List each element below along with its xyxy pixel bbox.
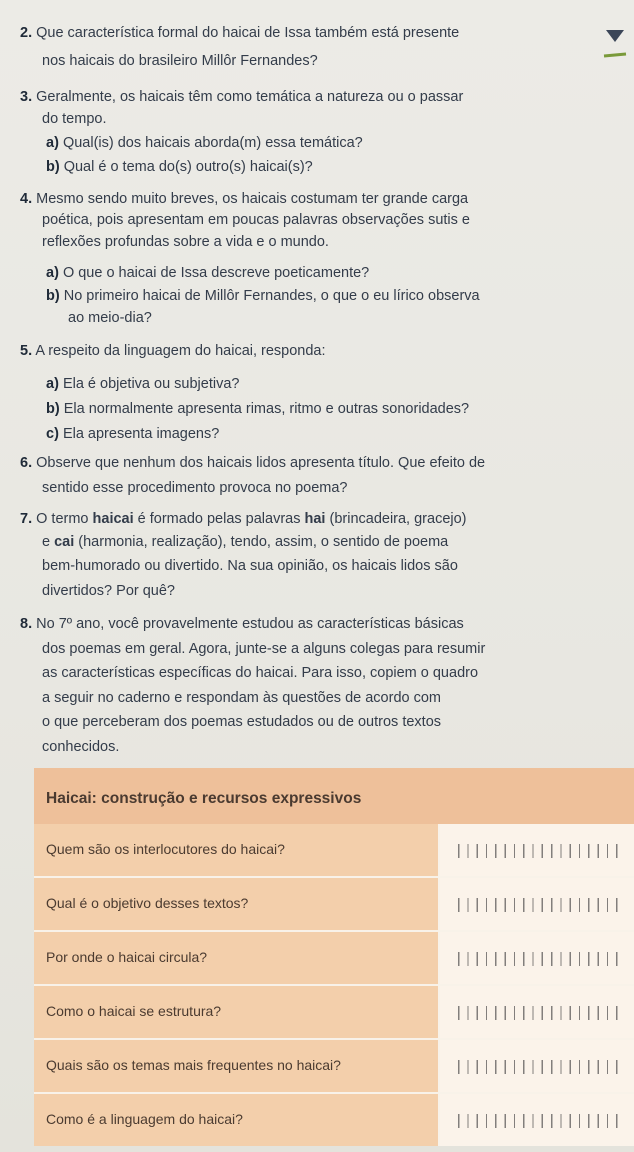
question-6-line-1: 6. Observe que nenhum dos haicais lidos apresenta título. Que efeito de: [20, 455, 486, 471]
question-8-line-4: a seguir no caderno e respondam às questões de acordo com: [42, 690, 441, 706]
question-7-line-2: e cai (harmonia, realização), tendo, assim, o sentido de poema: [42, 534, 449, 550]
table-row-question: Quais são os temas mais frequentes no haicai?: [46, 1057, 341, 1073]
table-row-question: Como é a linguagem do haicai?: [46, 1111, 243, 1127]
haicai-table: [34, 768, 634, 1140]
table-row: [34, 986, 634, 1040]
question-4-line-1: 4. Mesmo sendo muito breves, os haicais costumam ter grande carga: [20, 191, 469, 207]
question-2-line-1: 2. Que característica formal do haicai de Issa também está presente: [20, 25, 460, 41]
table-row: [34, 1094, 634, 1146]
table-answer-cell: [438, 1040, 634, 1092]
table-row-question: Por onde o haicai circula?: [46, 949, 208, 965]
hatch-pattern: [450, 1006, 620, 1020]
table-answer-cell: [438, 878, 634, 930]
question-4-line-3: reflexões profundas sobre a vida e o mundo.: [42, 234, 329, 250]
table-answer-cell: [438, 1094, 634, 1146]
hatch-pattern: [450, 898, 620, 912]
question-8-line-3: as características específicas do haicai. Para isso, copiem o quadro: [42, 665, 479, 681]
question-4-line-2: poética, pois apresentam em poucas palavras observações sutis e: [42, 212, 470, 228]
table-row: [34, 824, 634, 878]
table-title: Haicai: construção e recursos expressivos: [46, 790, 362, 807]
hatch-pattern: [450, 952, 620, 966]
question-4b-line-2: ao meio-dia?: [68, 310, 152, 326]
question-5: 5. A respeito da linguagem do haicai, responda:: [20, 343, 326, 359]
table-row: [34, 1040, 634, 1094]
question-3b: b) Qual é o tema do(s) outro(s) haicai(s)?: [46, 159, 313, 175]
question-7-line-3: bem-humorado ou divertido. Na sua opinião, os haicais lidos são: [42, 558, 458, 574]
table-row-question: Como o haicai se estrutura?: [46, 1003, 222, 1019]
question-8-line-1: 8. No 7º ano, você provavelmente estudou as características básicas: [20, 616, 464, 632]
table-answer-cell: [438, 986, 634, 1038]
hatch-pattern: [450, 844, 620, 858]
question-4b-line-1: b) No primeiro haicai de Millôr Fernandes, o que o eu lírico observa: [46, 288, 480, 304]
table-row: [34, 932, 634, 986]
question-3a: a) Qual(is) dos haicais aborda(m) essa temática?: [46, 135, 363, 151]
question-5c: c) Ela apresenta imagens?: [46, 426, 220, 442]
question-3-line-1: 3. Geralmente, os haicais têm como temática a natureza ou o passar: [20, 89, 464, 105]
question-3-line-2: do tempo.: [42, 111, 107, 127]
question-8-line-2: dos poemas em geral. Agora, junte-se a alguns colegas para resumir: [42, 641, 486, 657]
table-row-question: Quem são os interlocutores do haicai?: [46, 841, 285, 857]
question-4a: a) O que o haicai de Issa descreve poeticamente?: [46, 265, 370, 281]
table-answer-cell: [438, 932, 634, 984]
question-8-line-5: o que perceberam dos poemas estudados ou de outros textos: [42, 714, 442, 730]
table-answer-cell: [438, 824, 634, 876]
question-7-line-4: divertidos? Por quê?: [42, 583, 175, 599]
table-row: [34, 878, 634, 932]
question-6-line-2: sentido esse procedimento provoca no poema?: [42, 480, 348, 496]
question-5b: b) Ela normalmente apresenta rimas, ritmo e outras sonoridades?: [46, 401, 470, 417]
question-5a: a) Ela é objetiva ou subjetiva?: [46, 376, 240, 392]
question-8-line-6: conhecidos.: [42, 739, 120, 755]
bookmark-icon: [602, 26, 628, 60]
table-header: [34, 768, 634, 826]
question-2-line-2: nos haicais do brasileiro Millôr Fernandes?: [42, 53, 318, 69]
question-7-line-1: 7. O termo haicai é formado pelas palavras hai (brincadeira, gracejo): [20, 511, 467, 527]
hatch-pattern: [450, 1114, 620, 1128]
hatch-pattern: [450, 1060, 620, 1074]
table-row-question: Qual é o objetivo desses textos?: [46, 895, 249, 911]
